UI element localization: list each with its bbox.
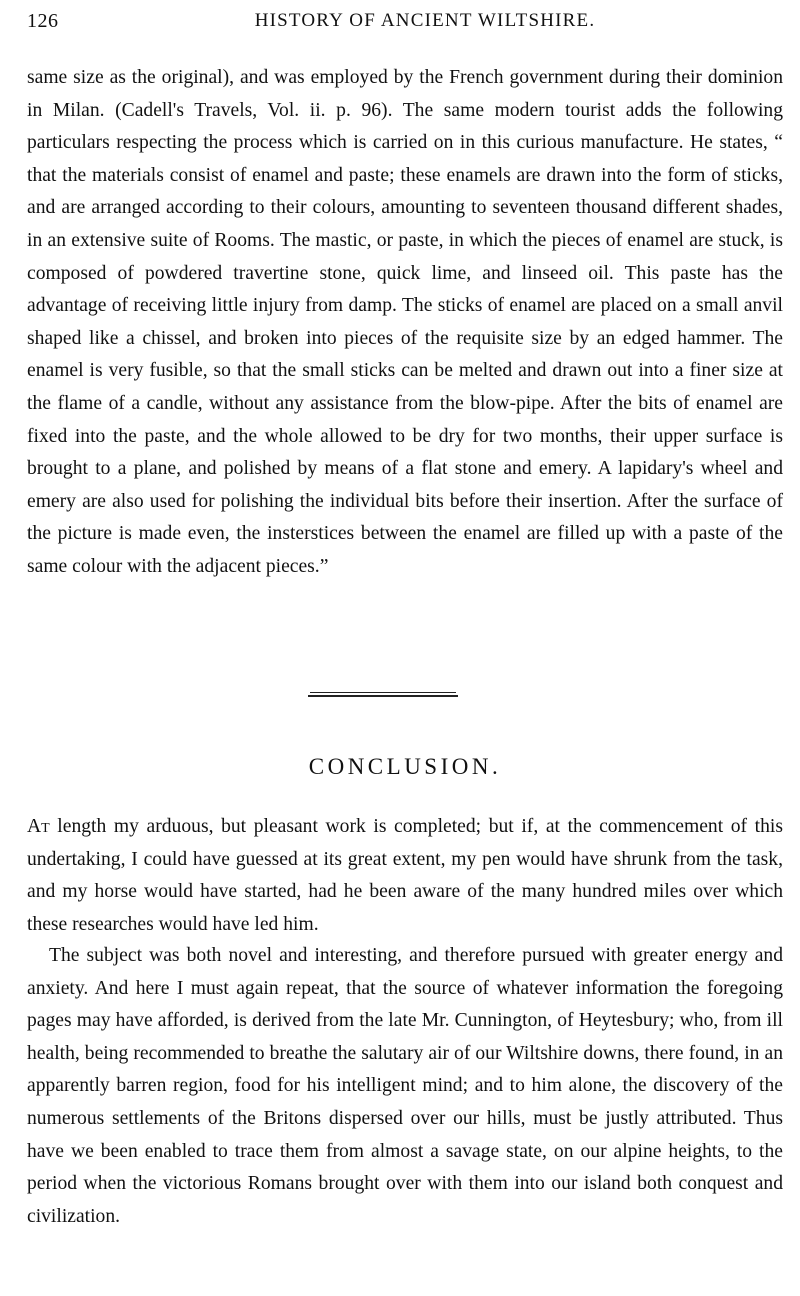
conclusion-paragraph-2: The subject was both novel and interesting, and therefore pursued with greater energy and anxiety. And here I must again repeat, that the source of whatever information the foregoing pages may have afforded, is derived from the late Mr. Cunnington, of Heytesbury; who, from ill health, being recommended to breathe the salutary air of our Wiltshire downs, there found, in an apparently barren region, food for his intelligent mind; and to him alone, the discovery of the numerous settlements of the Britons dispersed over our hills, must be justly attributed. Thus have we been enabled to trace them from almost a savage state, on our alpine heights, to the period when the victorious Romans brought over with them into our island both conquest and civilization. <box>27 945 783 1227</box>
body-paragraph-continued: same size as the original), and was employed by the French government during their dominion in Milan. (Cadell's Travels, Vol. ii. p. 96). The same modern tourist adds the following particulars respecting the process which is carried on in this curious manufacture. He states, “ that the materials consist of enamel and paste; these enamels are drawn into the form of sticks, and are arranged according to their colours, amounting to seventeen thousand different shades, in an extensive suite of Rooms. The mastic, or paste, in which the pieces of enamel are stuck, is composed of powdered travertine stone, quick lime, and linseed oil. This paste has the advantage of receiving little injury from damp. The sticks of enamel are placed on a small anvil shaped like a chissel, and broken into pieces of the requisite size by an edged hammer. The enamel is very fusible, so that the small sticks can be melted and drawn out into a finer size at the flame of a candle, without any assistance from the blow-pipe. After the bits of enamel are fixed into the paste, and the whole allowed to be dry for two months, their upper surface is brought to a plane, and polished by means of a flat stone and emery. A lapidary's wheel and emery are also used for polishing the individual bits before their insertion. After the surface of the picture is made even, the insterstices between the enamel are filled up with a paste of the same colour with the adjacent pieces.” <box>27 67 783 577</box>
divider-rule-thin <box>310 692 456 693</box>
conclusion-paragraph-1 <box>27 811 783 941</box>
section-heading-conclusion: CONCLUSION. <box>308 754 502 779</box>
divider-rule-thick <box>308 695 458 697</box>
running-title: HISTORY OF ANCIENT WILTSHIRE. <box>254 10 596 31</box>
page-number: 126 <box>27 10 59 32</box>
lead-word: At <box>27 816 50 837</box>
section-divider <box>308 692 458 698</box>
running-head <box>27 10 783 38</box>
conclusion-paragraph-1-text: length my arduous, but pleasant work is completed; but if, at the commencement of this undertaking, I could have guessed at its great extent, my pen would have shrunk from the task, and my horse would have started, had he been aware of the many hundred miles over which these researches would have led him. <box>27 816 783 935</box>
